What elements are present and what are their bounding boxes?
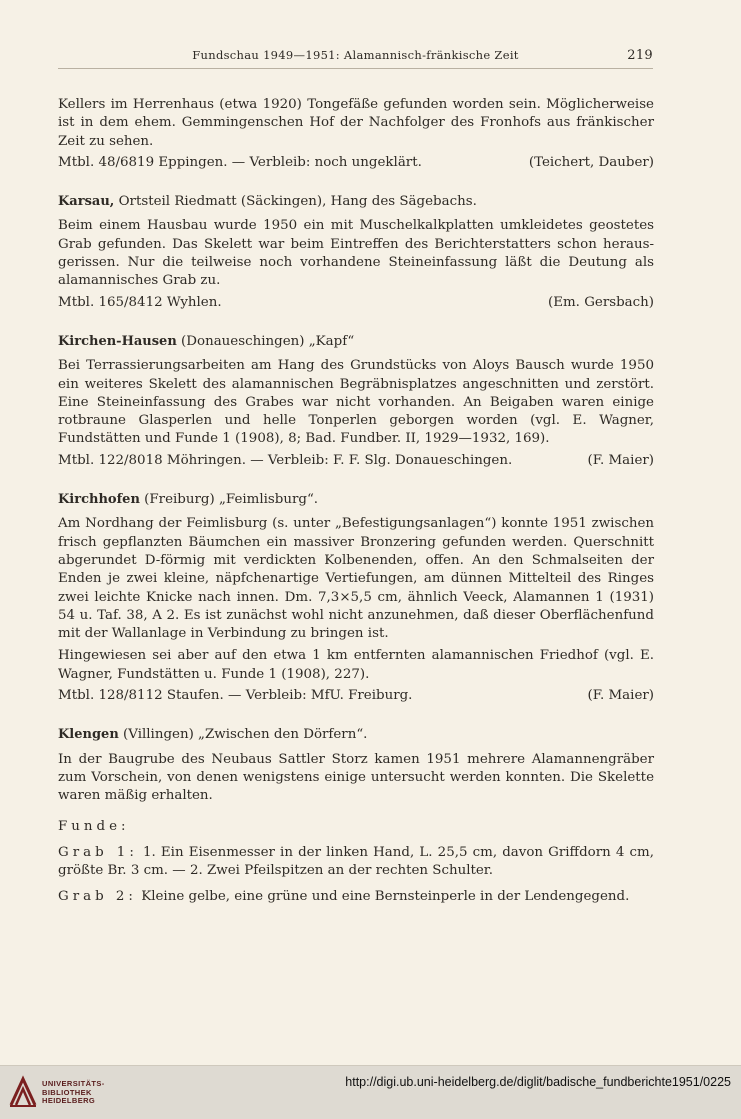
place-detail: (Donaueschingen) „Kapf“ bbox=[181, 333, 355, 349]
intro-ref-line bbox=[58, 154, 654, 172]
karsau-paragraph: Beim einem Hausbau wurde 1950 ein mit Muschelkalkplatten umkleidetes geostetes Grab gefunden. Das Skelett war beim Eintreffen des Berichterstatters schon heraus-gerissen. Nur die teilweise noch vorhandene Steineinfassung läßt die Deutung als alamannisches Grab zu. bbox=[58, 218, 654, 289]
grab-1-entry bbox=[58, 844, 654, 881]
kirchhofen-ref: Mtbl. 128/8112 Staufen. — Verbleib: MfU. Freiburg. bbox=[58, 688, 413, 704]
place-detail: Ortsteil Riedmatt (Säckingen), Hang des Sägebachs. bbox=[118, 194, 477, 210]
kirchhofen-paragraph-2: Hingewiesen sei aber auf den etwa 1 km entfernten alamannischen Friedhof (vgl. E. Wagner, Fundstätten u. Funde 1 (1908), 227). bbox=[58, 648, 654, 682]
running-title: Fundschau 1949—1951: Alamannisch-fränkische Zeit bbox=[192, 48, 519, 62]
kirchen-author: (F. Maier) bbox=[587, 452, 654, 468]
place-detail: (Freiburg) „Feimlisburg“. bbox=[144, 492, 319, 508]
kirchen-paragraph: Bei Terrassierungsarbeiten am Hang des Grundstücks von Aloys Bausch wurde 1950 ein weiteres Skelett des alamannischen Begräbnisplatzes angeschnitten und zerstört. Eine Steineinfassung des Grabes war nicht vorhanden. An Beigaben waren einige rotbraune Glasperlen und helle Tonperlen geborgen worden (vgl. E. Wagner, Fundstätten und Funde 1 (1908), 8; Bad. Fundber. II, 1929—1932, 169). bbox=[58, 358, 654, 447]
entry-heading-kirchhofen bbox=[58, 491, 654, 509]
entry-heading-kirchen-hausen bbox=[58, 333, 654, 351]
intro-author: (Teichert, Dauber) bbox=[528, 154, 654, 170]
permalink[interactable]: http://digi.ub.uni-heidelberg.de/diglit/badische_fundberichte1951/0225 bbox=[345, 1075, 731, 1089]
page-number: 219 bbox=[627, 48, 653, 63]
grab-2-text: Kleine gelbe, eine grüne und eine Bernsteinperle in der Lendengegend. bbox=[141, 889, 630, 905]
grab-2-entry bbox=[58, 888, 654, 906]
intro-ref: Mtbl. 48/6819 Eppingen. — Verbleib: noch ungeklärt. bbox=[58, 154, 422, 170]
kirchhofen-author: (F. Maier) bbox=[587, 688, 654, 704]
kirchen-ref-line bbox=[58, 452, 654, 470]
library-name-line: HEIDELBERG bbox=[42, 1096, 96, 1105]
kirchhofen-ref-line bbox=[58, 687, 654, 705]
library-logo-icon bbox=[8, 1075, 38, 1109]
place-name: Karsau, bbox=[58, 194, 115, 210]
klengen-paragraph: In der Baugrube des Neubaus Sattler Storz kamen 1951 mehrere Alamannengräber zum Vorschein, von denen wenigstens einige untersucht werden konnten. Die Skelette waren mäßig erhalten. bbox=[58, 751, 654, 804]
kirchen-ref: Mtbl. 122/8018 Möhringen. — Verbleib: F. F. Slg. Donaueschingen. bbox=[58, 452, 513, 468]
karsau-ref-line bbox=[58, 294, 654, 312]
karsau-ref: Mtbl. 165/8412 Wyhlen. bbox=[58, 294, 222, 310]
karsau-author: (Em. Gersbach) bbox=[547, 294, 654, 310]
entry-heading-karsau bbox=[58, 193, 654, 211]
place-name: Klengen bbox=[58, 727, 119, 743]
funde-label: Funde: bbox=[58, 818, 130, 834]
grab-1-text: 1. Ein Eisenmesser in der linken Hand, L. 25,5 cm, davon Griffdorn 4 cm, größte Br. 3 cm. — 2. Zwei Pfeilspitzen an der rechten Schulter. bbox=[58, 844, 654, 879]
entry-heading-klengen bbox=[58, 726, 654, 744]
place-name: Kirchen-Hausen bbox=[58, 333, 177, 349]
library-name-line: BIBLIOTHEK bbox=[42, 1087, 92, 1097]
kirchhofen-paragraph: Am Nordhang der Feimlisburg (s. unter „Befestigungsanlagen“) konnte 1951 zwischen frisch gepflanzten Bäumchen ein massiver Bronzering gefunden werden. Querschnitt abgerundet D-förmig mit verdickten Kolbenenden, offen. An den Schmalseiten der Enden je zwei kleine, näpfchenartige Vertiefungen, am dünnen Mittelteil des Ringes zwei leichte Knicke nach innen. Dm. 7,3×5,5 cm, ähnlich Veeck, Alamannen 1 (1931) 54 u. Taf. 38, A 2. Es ist zunächst wohl nicht anzunehmen, daß dieser Oberflächenfund mit der Wallanlage in Verbindung zu bringen ist. bbox=[58, 516, 654, 642]
place-name: Kirchhofen bbox=[58, 492, 140, 508]
grab-2-label: Grab 2: bbox=[58, 889, 137, 905]
grab-1-label: Grab 1: bbox=[58, 844, 138, 860]
library-name-line: UNIVERSITÄTS- bbox=[42, 1079, 105, 1088]
running-head bbox=[58, 48, 653, 69]
body-text bbox=[58, 96, 654, 907]
intro-paragraph: Kellers im Herrenhaus (etwa 1920) Tongefäße gefunden worden sein. Möglicherweise ist in dem ehem. Gemmingenschen Hof der Nachfolger des Fronhofs aus fränkischer Zeit zu sehen. bbox=[58, 97, 654, 149]
viewer-footer bbox=[0, 1065, 741, 1119]
place-detail: (Villingen) „Zwischen den Dörfern“. bbox=[123, 727, 368, 743]
library-name bbox=[42, 1080, 105, 1106]
